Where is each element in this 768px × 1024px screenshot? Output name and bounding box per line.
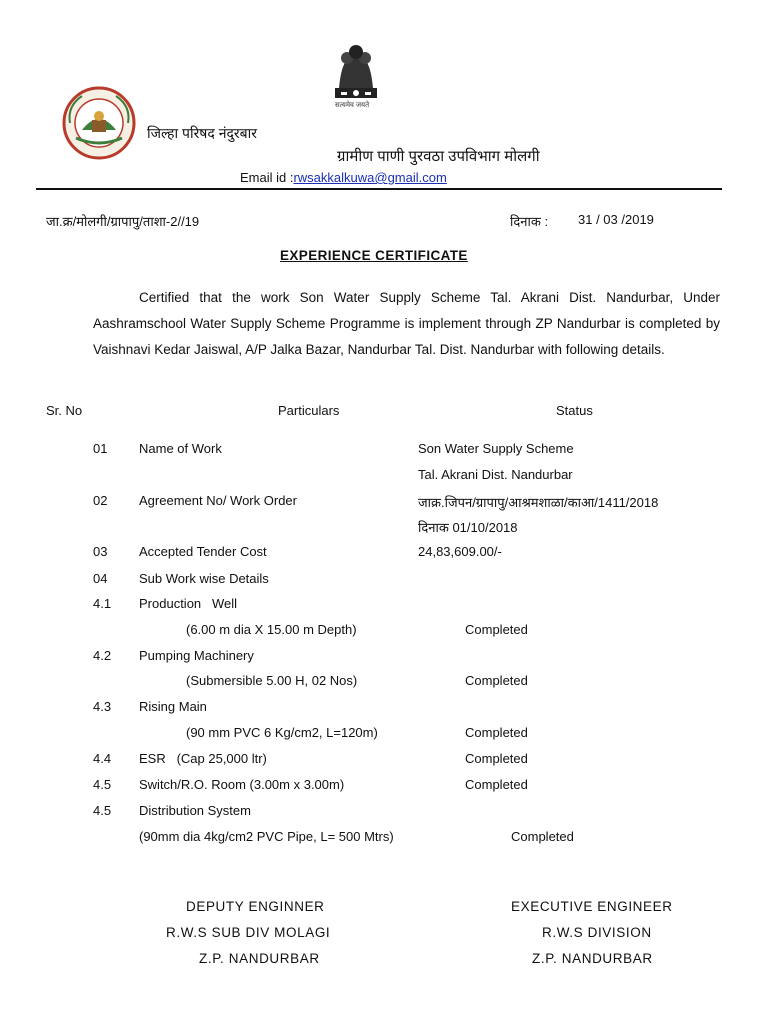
email-label: Email id : (240, 170, 294, 185)
row-detail: (Submersible 5.00 H, 02 Nos) (186, 673, 358, 688)
page-title: EXPERIENCE CERTIFICATE (280, 248, 468, 263)
row-status: Completed (465, 673, 528, 688)
date-value: 31 / 03 /2019 (578, 212, 654, 227)
row-detail: (6.00 m dia X 15.00 m Depth) (186, 622, 357, 637)
email-link[interactable]: rwsakkalkuwa@gmail.com (293, 170, 447, 185)
header-status: Status (556, 403, 593, 418)
row-particular: Distribution System (139, 803, 251, 818)
row-value: जाक्र.जिपन/ग्रापापु/आश्रमशाळा/काआ/1411/2018 (418, 495, 659, 510)
row-value-continued: Tal. Akrani Dist. Nandurbar (418, 467, 573, 482)
row-detail: (90 mm PVC 6 Kg/cm2, L=120m) (186, 725, 378, 740)
emblem-caption: सत्यमेव जयते (335, 102, 370, 109)
row-value: 24,83,609.00/- (418, 544, 502, 559)
row-particular: Accepted Tender Cost (139, 544, 267, 559)
national-emblem-icon (329, 38, 383, 108)
row-status: Completed (465, 777, 528, 792)
row-particular: Sub Work wise Details (139, 571, 269, 586)
row-status: Completed (465, 622, 528, 637)
left-signature-org: Z.P. NANDURBAR (199, 951, 320, 966)
row-number: 4.2 (93, 648, 112, 663)
zp-seal-logo (62, 86, 136, 160)
row-number: 01 (93, 441, 108, 456)
row-number: 4.5 (93, 803, 112, 818)
certificate-paragraph (93, 285, 720, 363)
row-number: 4.5 (93, 777, 112, 792)
row-status: Completed (511, 829, 574, 844)
row-number: 4.3 (93, 699, 112, 714)
row-particular: Name of Work (139, 441, 222, 456)
row-value: Son Water Supply Scheme (418, 441, 574, 456)
row-number: 02 (93, 493, 108, 508)
header-divider (36, 188, 722, 190)
row-particular: Switch/R.O. Room (3.00m x 3.00m) (139, 777, 345, 792)
right-signature-office: R.W.S DIVISION (542, 925, 652, 940)
row-number: 4.1 (93, 596, 112, 611)
reference-number: जा.क्र/मोलगी/ग्रापापु/ताशा-2//19 (46, 214, 200, 229)
email-line (240, 170, 447, 185)
row-particular: Agreement No/ Work Order (139, 493, 297, 508)
office-name: ग्रामीण पाणी पुरवठा उपविभाग मोलगी (337, 148, 540, 165)
row-particular: Pumping Machinery (139, 648, 254, 663)
row-number: 4.4 (93, 751, 112, 766)
row-status: Completed (465, 725, 528, 740)
left-signature-office: R.W.S SUB DIV MOLAGI (166, 925, 331, 940)
row-detail: (90mm dia 4kg/cm2 PVC Pipe, L= 500 Mtrs) (139, 829, 394, 844)
row-status: Completed (465, 751, 528, 766)
row-particular: Rising Main (139, 699, 207, 714)
header-particulars: Particulars (278, 403, 340, 418)
right-signature-title: EXECUTIVE ENGINEER (511, 899, 673, 914)
row-particular: ESR (Cap 25,000 ltr) (139, 751, 267, 766)
left-signature-title: DEPUTY ENGINNER (186, 899, 325, 914)
zp-name: जिल्हा परिषद नंदुरबार (147, 125, 257, 141)
row-particular: Production Well (139, 596, 238, 611)
header-sr-no: Sr. No (46, 403, 83, 418)
row-number: 04 (93, 571, 108, 586)
row-number: 03 (93, 544, 108, 559)
row-value-continued: दिनाक 01/10/2018 (418, 520, 518, 535)
right-signature-org: Z.P. NANDURBAR (532, 951, 653, 966)
certificate-text: Certified that the work Son Water Supply Scheme Tal. Akrani Dist. Nandurbar, Under Aashramschool Water Supply Scheme Programme is implement through ZP Nandurbar is completed by Vaishnavi Kedar Jaiswal, A/P Jalka Bazar, Nandurbar Tal. Dist. Nandurbar with following details. (93, 290, 720, 357)
date-label: दिनाक : (510, 214, 549, 229)
